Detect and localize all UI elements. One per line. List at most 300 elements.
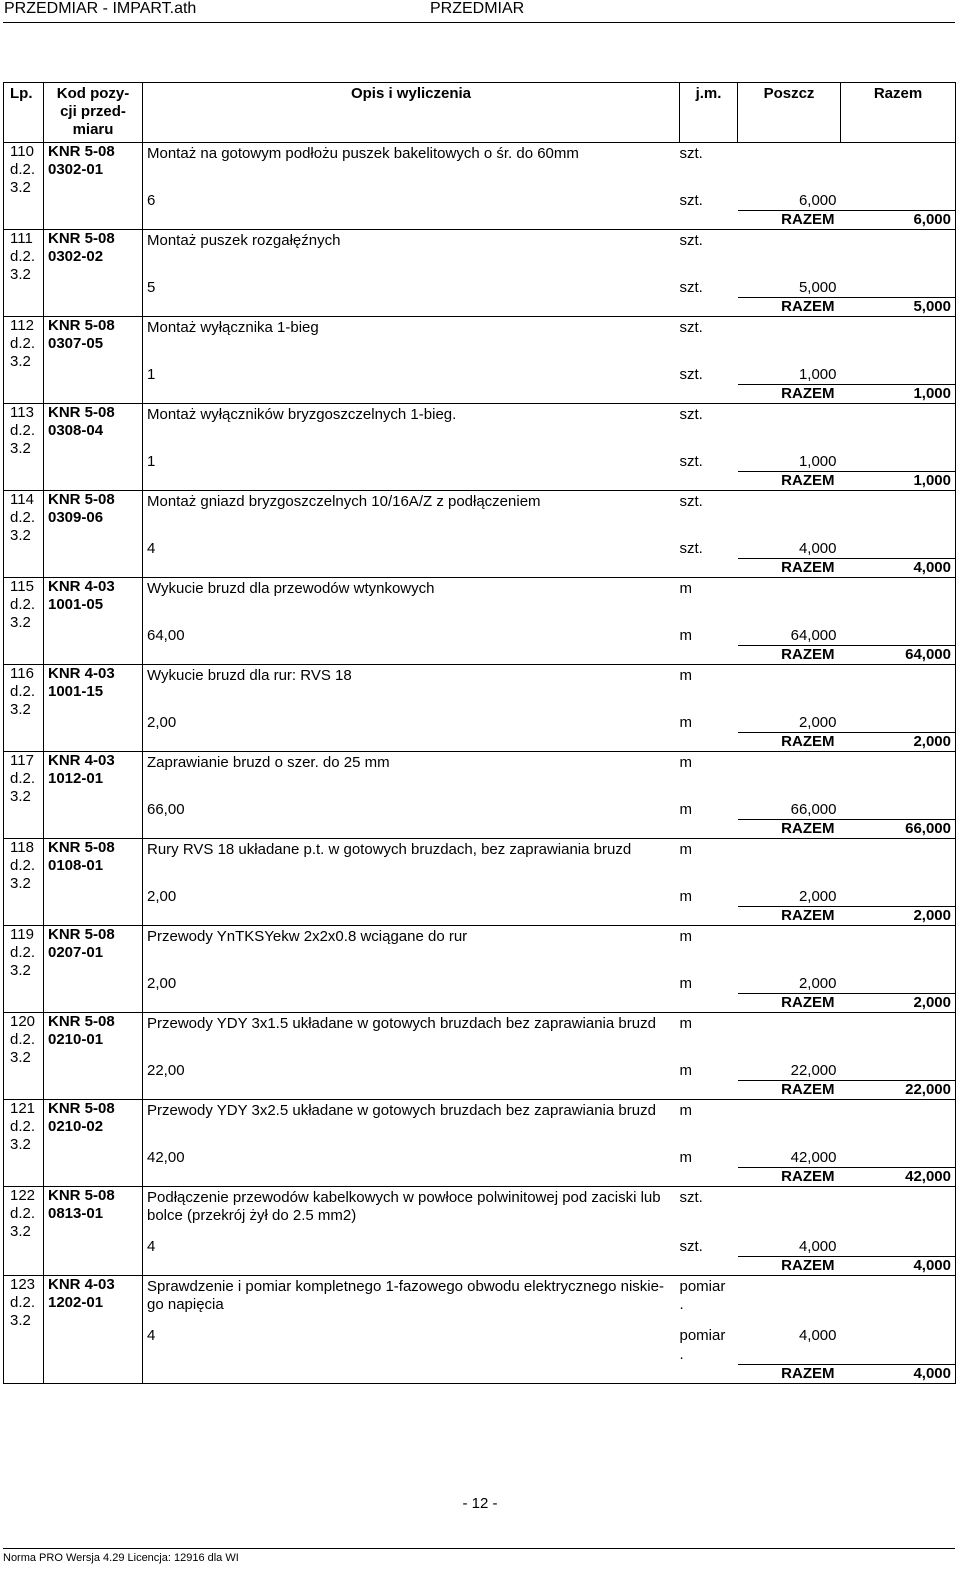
calc-subtotal: 1,000 [798,453,837,470]
calc-quantity: 2,00 [147,888,177,905]
unit-label: m [679,928,692,945]
item-description [143,143,680,192]
item-code-position: 0210-01 [48,1031,104,1048]
calc-quantity: 2,00 [147,975,177,992]
item-code-catalog: KNR 5-08 [48,926,115,943]
item-description-line: bolce (przekrój żył do 2.5 mm2) [147,1207,357,1224]
item-subcategory: 3.2 [10,440,31,457]
unit-label: m [679,714,692,731]
calc-unit [680,452,738,472]
table-row [4,143,956,192]
item-code [44,752,143,839]
calc-unit [680,539,738,559]
calc-unit [680,713,738,733]
total-row [4,907,956,926]
item-code-position: 1012-01 [48,770,104,787]
item-code-position: 1202-01 [48,1294,104,1311]
item-code-catalog: KNR 5-08 [48,404,115,421]
calc-subtotal: 2,000 [798,888,837,905]
total-label: RAZEM [738,646,841,665]
total-row [4,385,956,404]
total-value: 4,000 [841,559,956,578]
item-lp [4,926,44,1013]
total-row [4,1257,956,1276]
calc-unit [680,974,738,994]
item-lp [4,230,44,317]
table-row [4,491,956,540]
item-code-position: 1001-05 [48,596,104,613]
calc-quantity: 4 [147,1238,156,1255]
item-number: 116 [10,665,34,682]
item-description [143,404,680,453]
item-subcategory: 3.2 [10,1049,31,1066]
item-code [44,1187,143,1276]
item-code-catalog: KNR 5-08 [48,1013,115,1030]
calc-unit [680,191,738,211]
calculation-row [4,974,956,994]
item-description [143,752,680,801]
header-divider [3,22,955,23]
item-category: d.2. [10,161,36,178]
item-code-catalog: KNR 5-08 [48,1187,115,1204]
total-value: 1,000 [841,472,956,491]
item-unit [680,491,738,540]
item-lp [4,143,44,230]
total-row [4,820,956,839]
item-description [143,1187,680,1238]
item-category: d.2. [10,509,36,526]
calc-unit [680,365,738,385]
table-row [4,926,956,975]
unit-label: szt. [679,1189,703,1206]
calc-unit [680,1061,738,1081]
item-code-position: 0108-01 [48,857,104,874]
header-jm: j.m. [680,83,738,143]
item-code-catalog: KNR 5-08 [48,143,115,160]
item-unit [680,665,738,714]
item-category: d.2. [10,596,36,613]
item-code [44,491,143,578]
item-code-catalog: KNR 5-08 [48,839,115,856]
unit-label: szt. [679,279,703,296]
calc-unit [680,887,738,907]
page-number: - 12 - [462,1495,498,1512]
total-label: RAZEM [738,1257,841,1276]
item-code-catalog: KNR 4-03 [48,665,115,682]
total-value: 2,000 [841,733,956,752]
item-subcategory: 3.2 [10,1223,31,1240]
calc-quantity: 42,00 [147,1149,185,1166]
total-value: 5,000 [841,298,956,317]
item-category: d.2. [10,1294,36,1311]
item-number: 115 [10,578,34,595]
calculation-row [4,713,956,733]
item-lp [4,578,44,665]
total-row [4,646,956,665]
item-code-position: 0813-01 [48,1205,104,1222]
total-label: RAZEM [738,472,841,491]
item-unit [680,317,738,366]
item-description-line: Montaż wyłączników bryzgoszczelnych 1-bieg. [147,406,457,423]
item-code [44,1100,143,1187]
item-description [143,839,680,888]
total-value: 6,000 [841,211,956,230]
total-row [4,559,956,578]
header-kod-line: cji przed- [60,103,126,120]
calculation-row [4,1061,956,1081]
total-value: 42,000 [841,1168,956,1187]
total-row [4,472,956,491]
item-lp [4,404,44,491]
total-label: RAZEM [738,907,841,926]
item-code [44,839,143,926]
table-row [4,1100,956,1149]
table-row [4,1276,956,1327]
item-unit [680,1100,738,1149]
item-subcategory: 3.2 [10,788,31,805]
item-description [143,578,680,627]
item-category: d.2. [10,1118,36,1135]
unit-label: szt. [679,493,703,510]
item-subcategory: 3.2 [10,962,31,979]
table-row [4,317,956,366]
item-lp [4,317,44,404]
item-subcategory: 3.2 [10,527,31,544]
document-type: PRZEDMIAR [430,0,525,17]
item-category: d.2. [10,770,36,787]
item-lp [4,1013,44,1100]
unit-label: m [679,975,692,992]
calc-subtotal: 1,000 [798,366,837,383]
header-razem: Razem [841,83,956,143]
item-code [44,1276,143,1384]
unit-label: m [679,754,692,771]
calc-subtotal: 2,000 [798,714,837,731]
item-subcategory: 3.2 [10,1136,31,1153]
item-code-position: 0302-02 [48,248,104,265]
total-row [4,211,956,230]
unit-label: m [679,1062,692,1079]
item-category: d.2. [10,335,36,352]
table-row [4,752,956,801]
calc-quantity: 5 [147,279,156,296]
item-number: 117 [10,752,34,769]
item-lp [4,752,44,839]
calc-subtotal: 2,000 [798,975,837,992]
calc-quantity: 1 [147,366,156,383]
item-description [143,491,680,540]
item-number: 122 [10,1187,36,1204]
unit-label: szt. [679,1238,703,1255]
calc-subtotal: 22,000 [790,1062,837,1079]
item-description [143,665,680,714]
unit-label: szt. [679,232,703,249]
item-code [44,1013,143,1100]
item-code-position: 0207-01 [48,944,104,961]
item-description-line: Zaprawianie bruzd o szer. do 25 mm [147,754,390,771]
unit-suffix: . [679,1296,684,1313]
item-subcategory: 3.2 [10,1312,31,1329]
total-row [4,1364,956,1383]
total-label: RAZEM [738,1168,841,1187]
calc-quantity: 22,00 [147,1062,185,1079]
item-description-line: Montaż na gotowym podłożu puszek bakelitowych o śr. do 60mm [147,145,579,162]
item-code-catalog: KNR 5-08 [48,1100,115,1117]
item-code-catalog: KNR 4-03 [48,1276,115,1293]
header-lp: Lp. [4,83,44,143]
item-description-line: Wykucie bruzd dla rur: RVS 18 [147,667,352,684]
calc-subtotal: 6,000 [798,192,837,209]
table-row [4,404,956,453]
item-code [44,926,143,1013]
item-code [44,143,143,230]
calc-quantity: 6 [147,192,156,209]
total-label: RAZEM [738,298,841,317]
calculation-row [4,626,956,646]
total-label: RAZEM [738,733,841,752]
calc-quantity: 64,00 [147,627,185,644]
item-description-line: Wykucie bruzd dla przewodów wtynkowych [147,580,435,597]
unit-label: m [679,580,692,597]
table-header-row [4,83,956,143]
item-unit [680,926,738,975]
unit-label: m [679,1149,692,1166]
total-label: RAZEM [738,385,841,404]
unit-label: szt. [679,319,703,336]
total-row [4,298,956,317]
item-unit [680,752,738,801]
item-code-position: 0308-04 [48,422,104,439]
calculation-row [4,191,956,211]
calculation-row [4,452,956,472]
item-description-line: Montaż puszek rozgałęźnych [147,232,341,249]
calculation-row [4,1237,956,1257]
item-subcategory: 3.2 [10,179,31,196]
item-number: 119 [10,926,34,943]
item-code-position: 0307-05 [48,335,104,352]
item-code-catalog: KNR 5-08 [48,491,115,508]
table-row [4,578,956,627]
item-description-line: Przewody YDY 3x1.5 układane w gotowych bruzdach bez zaprawiania bruzd [147,1015,656,1032]
calc-unit [680,800,738,820]
calc-subtotal: 42,000 [790,1149,837,1166]
unit-label: szt. [679,406,703,423]
calc-unit [680,626,738,646]
calc-unit [680,1148,738,1168]
item-description-line: Rury RVS 18 układane p.t. w gotowych bruzdach, bez zaprawiania bruzd [147,841,632,858]
unit-label: szt. [679,192,703,209]
item-code-catalog: KNR 5-08 [48,230,115,247]
unit-label: m [679,1102,692,1119]
item-unit [680,143,738,192]
item-code-position: 1001-15 [48,683,104,700]
item-description-line: Podłączenie przewodów kabelkowych w powłoce polwinitowej pod zaciski lub [147,1189,661,1206]
item-description [143,317,680,366]
item-number: 110 [10,143,34,160]
item-code [44,317,143,404]
total-value: 2,000 [841,907,956,926]
header-kod-line: Kod pozy- [56,85,130,102]
item-unit [680,578,738,627]
document-title: PRZEDMIAR - IMPART.ath [4,0,197,17]
item-number: 111 [10,230,33,247]
item-code [44,230,143,317]
item-description-line: Sprawdzenie i pomiar kompletnego 1-fazowego obwodu elektrycznego niskie- [147,1278,664,1295]
item-description [143,1100,680,1149]
item-subcategory: 3.2 [10,875,31,892]
item-unit [680,230,738,279]
item-number: 118 [10,839,34,856]
item-unit [680,839,738,888]
calculation-row [4,887,956,907]
item-subcategory: 3.2 [10,614,31,631]
item-description [143,1276,680,1327]
item-description [143,926,680,975]
total-value: 4,000 [841,1364,956,1383]
calc-unit [680,278,738,298]
total-value: 4,000 [841,1257,956,1276]
item-lp [4,665,44,752]
unit-label: m [679,801,692,818]
calc-quantity: 4 [147,540,156,557]
calc-quantity: 2,00 [147,714,177,731]
total-label: RAZEM [738,820,841,839]
unit-label: pomiar [679,1278,726,1295]
item-code-catalog: KNR 5-08 [48,317,115,334]
calc-subtotal: 4,000 [798,1238,837,1255]
total-value: 64,000 [841,646,956,665]
item-number: 112 [10,317,34,334]
item-category: d.2. [10,422,36,439]
item-number: 120 [10,1013,36,1030]
total-value: 2,000 [841,994,956,1013]
calculation-row [4,278,956,298]
item-category: d.2. [10,683,36,700]
item-category: d.2. [10,857,36,874]
item-number: 123 [10,1276,36,1293]
calc-subtotal: 64,000 [790,627,837,644]
table-row [4,665,956,714]
calc-unit [680,1237,738,1257]
item-code [44,665,143,752]
total-label: RAZEM [738,1081,841,1100]
item-code [44,578,143,665]
total-row [4,1168,956,1187]
total-row [4,994,956,1013]
item-description [143,1013,680,1062]
calc-quantity: 66,00 [147,801,185,818]
calc-subtotal: 4,000 [798,540,837,557]
item-description-line: go napięcia [147,1296,224,1313]
calculation-row [4,1326,956,1364]
item-description-line: Montaż gniazd bryzgoszczelnych 10/16A/Z z podłączeniem [147,493,541,510]
footer-license: Norma PRO Wersja 4.29 Licencja: 12916 dla WI [3,1552,239,1564]
total-value: 1,000 [841,385,956,404]
footer-divider [3,1548,955,1549]
total-row [4,733,956,752]
table-row [4,230,956,279]
item-number: 121 [10,1100,36,1117]
calculation-row [4,800,956,820]
calculation-row [4,539,956,559]
total-label: RAZEM [738,211,841,230]
calculation-row [4,365,956,385]
unit-label: pomiar [679,1327,726,1344]
item-code-position: 0210-02 [48,1118,104,1135]
item-lp [4,1276,44,1384]
calc-quantity: 1 [147,453,156,470]
unit-label: m [679,888,692,905]
item-number: 113 [10,404,34,421]
calc-subtotal: 4,000 [798,1327,837,1344]
item-unit [680,1276,738,1327]
calc-quantity: 4 [147,1327,156,1344]
item-subcategory: 3.2 [10,353,31,370]
table-row [4,839,956,888]
total-row [4,1081,956,1100]
unit-label: szt. [679,540,703,557]
total-label: RAZEM [738,1364,841,1383]
unit-label: szt. [679,453,703,470]
calc-subtotal: 5,000 [798,279,837,296]
item-subcategory: 3.2 [10,266,31,283]
item-description-line: Montaż wyłącznika 1-bieg [147,319,319,336]
item-unit [680,404,738,453]
unit-label: m [679,841,692,858]
item-lp [4,839,44,926]
header-kod [44,83,143,143]
item-subcategory: 3.2 [10,701,31,718]
item-code [44,404,143,491]
unit-label: m [679,627,692,644]
item-lp [4,1100,44,1187]
item-lp [4,491,44,578]
item-unit [680,1013,738,1062]
header-poszcz: Poszcz [738,83,841,143]
calc-unit [680,1326,738,1364]
item-code-catalog: KNR 4-03 [48,578,115,595]
total-label: RAZEM [738,559,841,578]
header-opis: Opis i wyliczenia [143,83,680,143]
item-category: d.2. [10,944,36,961]
item-unit [680,1187,738,1238]
calculation-row [4,1148,956,1168]
item-category: d.2. [10,1205,36,1222]
item-code-position: 0309-06 [48,509,104,526]
unit-label: szt. [679,145,703,162]
unit-label: szt. [679,366,703,383]
unit-label: m [679,1015,692,1032]
item-description-line: Przewody YnTKSYekw 2x2x0.8 wciągane do rur [147,928,468,945]
item-number: 114 [10,491,34,508]
total-label: RAZEM [738,994,841,1013]
item-code-position: 0302-01 [48,161,104,178]
header-kod-line: miaru [72,121,114,138]
unit-suffix: . [679,1346,684,1363]
item-description [143,230,680,279]
unit-label: m [679,667,692,684]
table-row [4,1013,956,1062]
item-description-line: Przewody YDY 3x2.5 układane w gotowych bruzdach bez zaprawiania bruzd [147,1102,656,1119]
calc-subtotal: 66,000 [790,801,837,818]
total-value: 22,000 [841,1081,956,1100]
item-code-catalog: KNR 4-03 [48,752,115,769]
item-category: d.2. [10,1031,36,1048]
total-value: 66,000 [841,820,956,839]
estimate-table [3,82,956,1384]
table-row [4,1187,956,1238]
item-lp [4,1187,44,1276]
